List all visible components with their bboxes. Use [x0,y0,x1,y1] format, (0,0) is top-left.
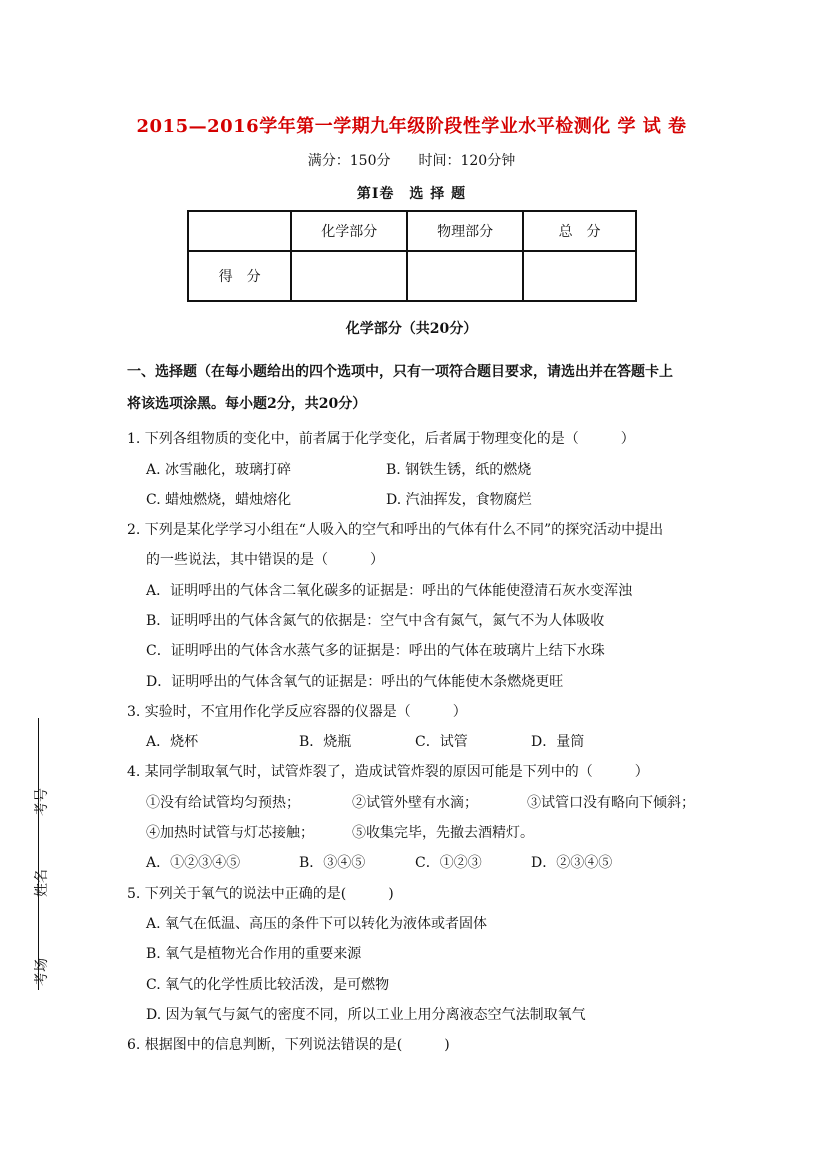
q4-option-a: A．①②③④⑤ [146,855,241,871]
q3-option-a: A．烧杯 [146,734,199,750]
q3-option-d: D．量筒 [531,734,585,750]
instruction-line-2: 将该选项涂黑。每小题2分，共20分） [127,396,367,412]
q4-option-c: C．①②③ [415,855,482,871]
margin-label-kaohao: 考号 [34,788,50,816]
score-header-empty [188,211,291,251]
score-cell-physics[interactable] [407,251,523,301]
q2-option-d: D．证明呼出的气体含氧气的证据是：呼出的气体能使木条燃烧更旺 [146,674,564,690]
q5-option-b: B. 氧气是植物光合作用的重要来源 [146,946,362,962]
score-cell-total[interactable] [523,251,636,301]
score-table-score-row [188,251,636,301]
q5-option-d: D. 因为氧气与氮气的密度不同，所以工业上用分离液态空气法制取氧气 [146,1007,586,1023]
q2-option-b: B．证明呼出的气体含氮气的依据是：空气中含有氮气，氮气不为人体吸收 [146,613,605,629]
instruction-line-1: 一、选择题（在每小题给出的四个选项中，只有一项符合题目要求，请选出并在答题卡上 [127,364,673,380]
q4-item-1: ①没有给试管均匀预热； [146,795,300,811]
q1-stem: 1. 下列各组物质的变化中，前者属于化学变化，后者属于物理变化的是（ ） [127,431,635,447]
q5-option-c: C. 氧气的化学性质比较活泼，是可燃物 [146,977,390,993]
section-title: 化学部分（共20分） [345,321,478,337]
score-header-total: 总 分 [523,211,636,251]
q5-option-a: A. 氧气在低温、高压的条件下可以转化为液体或者固体 [146,916,488,932]
q4-item-4: ④加热时试管与灯芯接触； [146,825,314,841]
margin-label-xingming: 姓名 [34,869,50,897]
q1-option-c: C. 蜡烛燃烧，蜡烛熔化 [146,492,292,508]
score-row-label: 得 分 [188,251,291,301]
exam-meta: 满分：150分 时间：120分钟 [307,153,516,169]
q4-item-2: ②试管外壁有水滴； [352,795,478,811]
q3-stem: 3. 实验时，不宜用作化学反应容器的仪器是（ ） [127,704,467,720]
score-cell-chemistry[interactable] [291,251,407,301]
exam-title: 2015—2016学年第一学期九年级阶段性学业水平检测化 学 试 卷 [136,116,687,137]
q4-option-d: D．②③④⑤ [531,855,613,871]
q2-stem-line-1: 2. 下列是某化学学习小组在“人吸入的空气和呼出的气体有什么不同”的探究活动中提出 [127,522,664,538]
q5-stem: 5. 下列关于氧气的说法中正确的是( ) [127,886,394,902]
q2-stem-line-2: 的一些说法，其中错误的是（ ） [146,552,384,568]
score-table [187,210,637,302]
q4-item-3: ③试管口没有略向下倾斜； [527,795,695,811]
volume-heading: 第Ⅰ卷 选 择 题 [356,186,467,202]
q6-stem: 6. 根据图中的信息判断，下列说法错误的是( ) [127,1037,450,1053]
score-header-chemistry: 化学部分 [291,211,407,251]
margin-label-kaochang: 考场 [34,958,50,986]
q4-item-5: ⑤收集完毕，先撤去酒精灯。 [352,825,534,841]
q4-option-b: B．③④⑤ [299,855,366,871]
q1-option-d: D. 汽油挥发，食物腐烂 [386,492,532,508]
q4-stem: 4. 某同学制取氧气时，试管炸裂了，造成试管炸裂的原因可能是下列中的（ ） [127,764,649,780]
q3-option-c: C．试管 [415,734,468,750]
q1-option-b: B. 钢铁生锈，纸的燃烧 [386,462,532,478]
q2-option-c: C．证明呼出的气体含水蒸气多的证据是：呼出的气体在玻璃片上结下水珠 [146,643,605,659]
binding-line [38,718,39,990]
q3-option-b: B．烧瓶 [299,734,352,750]
score-header-physics: 物理部分 [407,211,523,251]
score-table-header-row [188,211,636,251]
q1-option-a: A. 冰雪融化，玻璃打碎 [146,462,292,478]
q2-option-a: A．证明呼出的气体含二氧化碳多的证据是：呼出的气体能使澄清石灰水变浑浊 [146,583,633,599]
